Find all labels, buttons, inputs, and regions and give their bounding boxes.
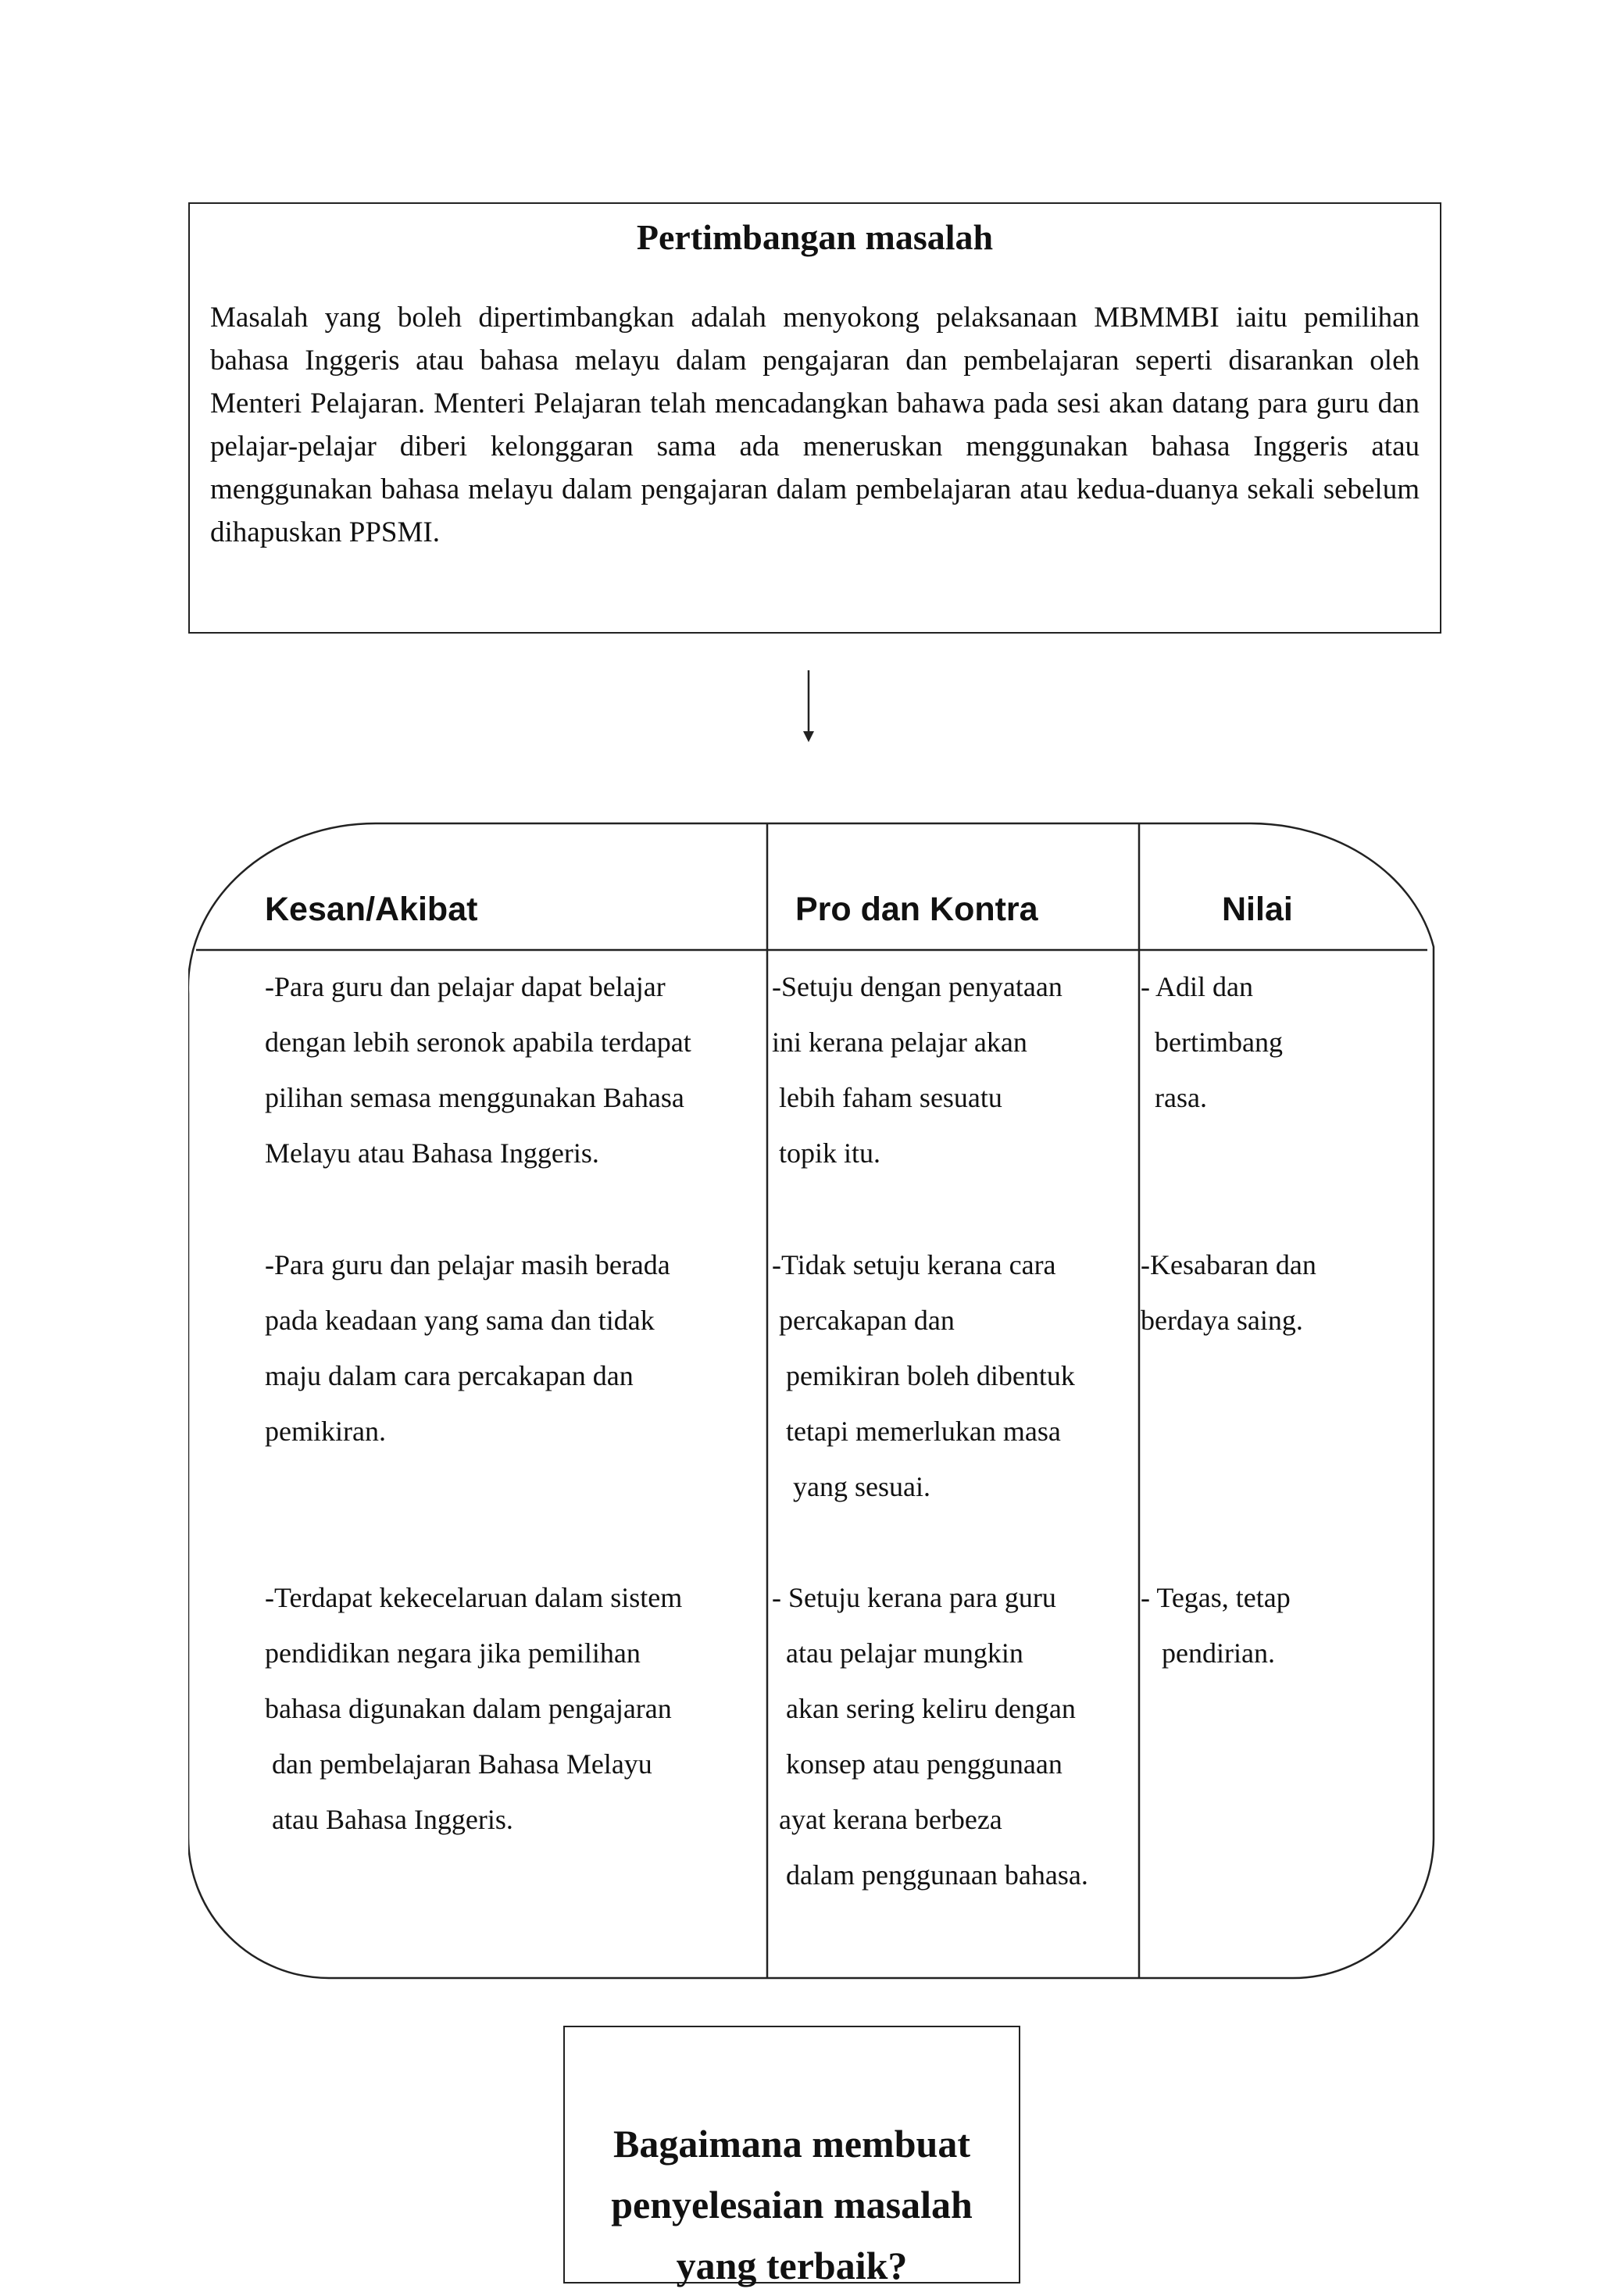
problem-body: Masalah yang boleh dipertimbangkan adalah menyokong pelaksanaan MBMMBI iaitu pemilihan bahasa Inggeris atau bahasa melayu dalam pengajaran dan pembelajaran seperti disarankan oleh Menteri Pelajaran. Menteri Pelajaran telah mencadangkan bahawa pada sesi akan datang para guru dan pelajar-pelajar diberi kelonggaran sama ada meneruskan menggunakan bahasa Inggeris atau menggunakan bahasa melayu dalam pengajaran dalam pembelajaran atau kedua-duanya sekali sebelum dihapuskan PPSMI. (210, 302, 1420, 548)
row2-nilai: -Kesabaran dan berdaya saing. (1141, 1249, 1316, 1336)
header-pro-kontra: Pro dan Kontra (795, 891, 1038, 928)
row3-nilai: - Tegas, tetap pendirian. (1141, 1582, 1291, 1669)
row1-kesan: -Para guru dan pelajar dapat belajar dengan lebih seronok apabila terdapat pilihan semasa menggunakan Bahasa Melayu atau Bahasa Inggeris. (265, 971, 691, 1169)
row2-kesan: -Para guru dan pelajar masih berada pada keadaan yang sama dan tidak maju dalam cara percakapan dan pemikiran. (265, 1249, 670, 1447)
down-arrow-icon (798, 670, 819, 744)
solution-box (563, 2026, 1020, 2287)
row1-pro-kontra: -Setuju dengan penyataan ini kerana pelajar akan lebih faham sesuatu topik itu. (772, 971, 1062, 1169)
row2-pro-kontra: -Tidak setuju kerana cara percakapan dan pemikiran boleh dibentuk tetapi memerlukan masa yang sesuai. (772, 1249, 1075, 1502)
row1-nilai: - Adil dan bertimbang rasa. (1141, 971, 1283, 1113)
problem-box (188, 202, 1441, 634)
problem-title: Pertimbangan masalah (636, 217, 994, 257)
row3-pro-kontra: - Setuju kerana para guru atau pelajar mungkin akan sering keliru dengan konsep atau penggunaan ayat kerana berbeza dalam penggunaan bahasa. (772, 1582, 1088, 1891)
solution-question: Bagaimana membuat penyelesaian masalah yang terbaik? (611, 2122, 973, 2287)
header-nilai: Nilai (1222, 891, 1293, 928)
header-kesan: Kesan/Akibat (265, 891, 478, 928)
row3-kesan: -Terdapat kekecelaruan dalam sistem pendidikan negara jika pemilihan bahasa digunakan dalam pengajaran dan pembelajaran Bahasa Melayu atau Bahasa Inggeris. (265, 1582, 683, 1835)
